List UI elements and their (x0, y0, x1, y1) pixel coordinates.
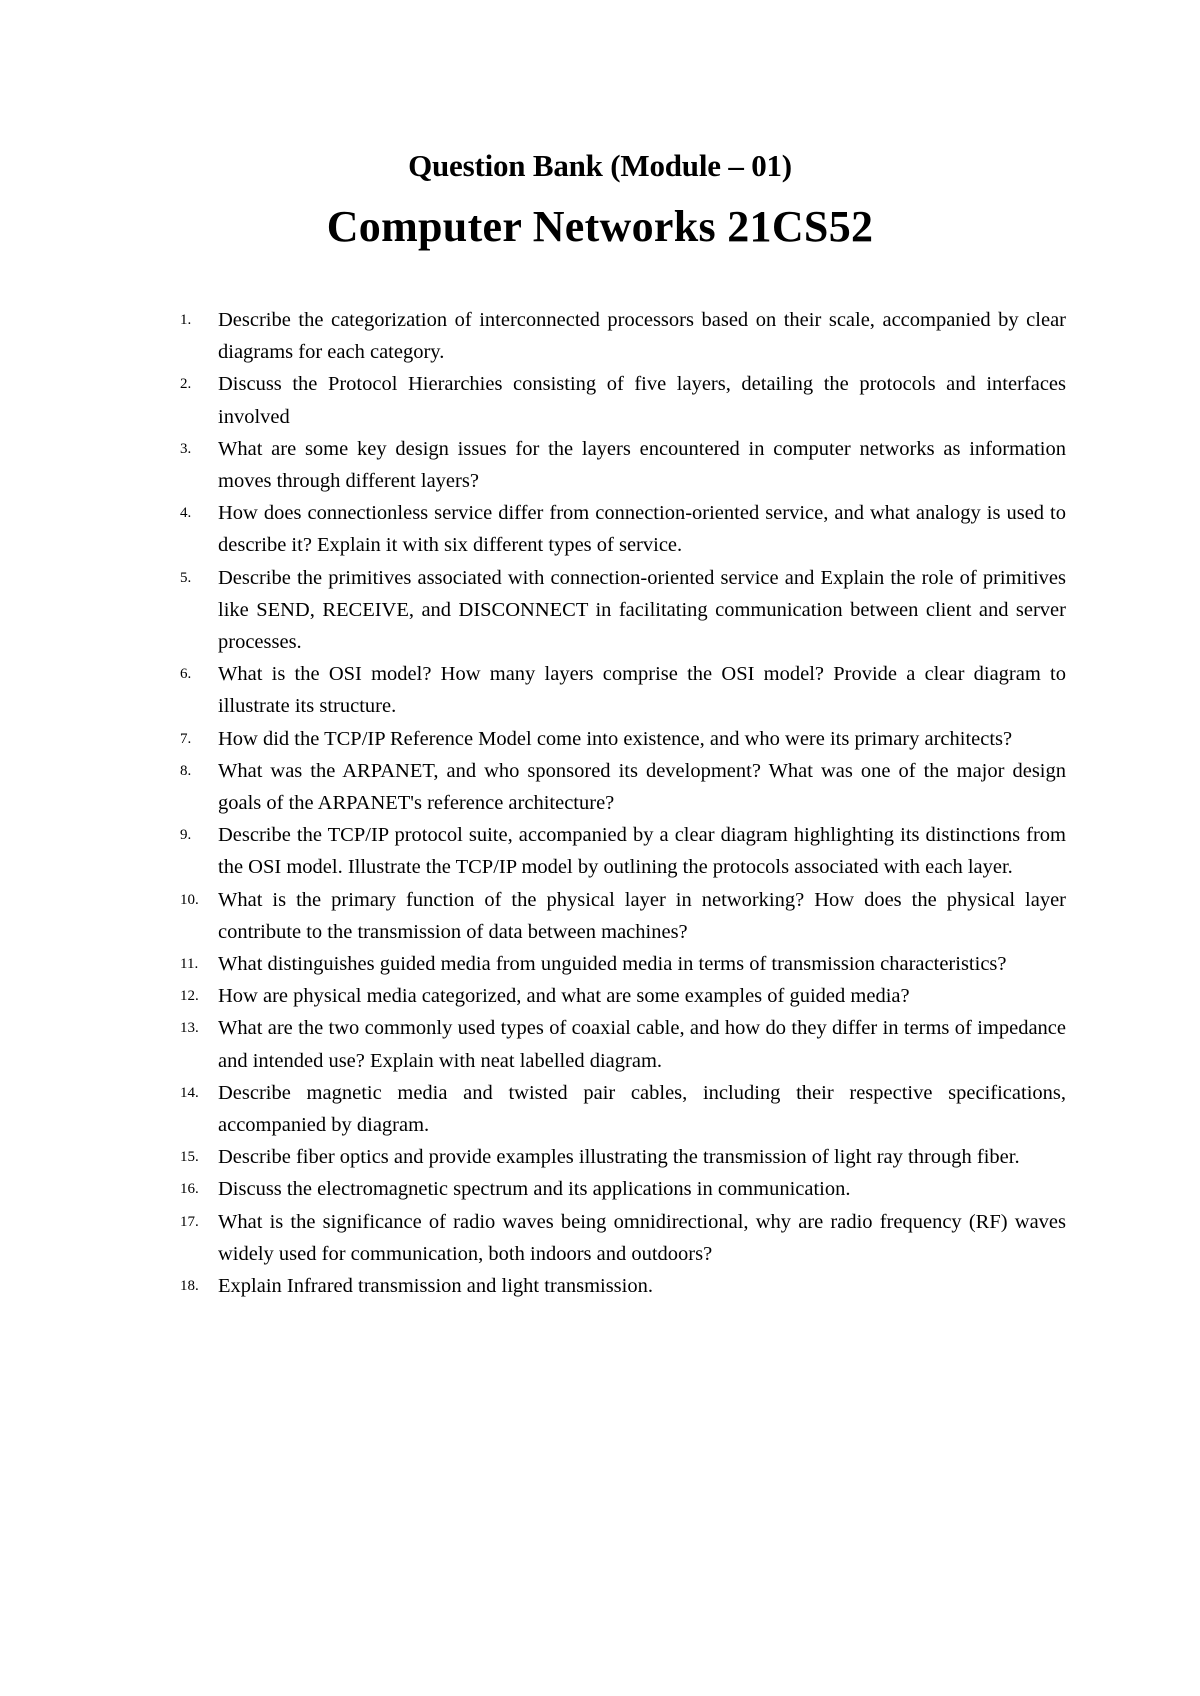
question-list (180, 304, 1066, 1302)
document-subtitle: Question Bank (Module – 01) (408, 148, 792, 183)
question-text: How are physical media categorized, and what are some examples of guided media? (218, 985, 910, 1008)
question-item (180, 819, 1066, 883)
question-number: 17. (180, 1213, 199, 1230)
question-text: What is the primary function of the physical layer in networking? How does the physical layer contribute to the transmission of data between machines? (218, 888, 1066, 943)
question-number: 8. (180, 762, 192, 779)
question-text: Describe the TCP/IP protocol suite, accompanied by a clear diagram highlighting its distinctions from the OSI model. Illustrate the TCP/IP model by outlining the protocols associated with each layer. (218, 824, 1066, 879)
question-number: 13. (180, 1020, 199, 1037)
question-number: 11. (180, 956, 199, 973)
question-number: 7. (180, 730, 192, 747)
question-text: Describe the categorization of interconnected processors based on their scale, accompanied by clear diagrams for each category. (218, 309, 1066, 364)
question-item (180, 304, 1066, 368)
question-item (180, 497, 1066, 561)
question-text: Discuss the electromagnetic spectrum and its applications in communication. (218, 1178, 851, 1201)
question-number: 4. (180, 505, 192, 522)
question-text: What is the significance of radio waves being omnidirectional, why are radio frequency (RF) waves widely used for communication, both indoors and outdoors? (218, 1210, 1066, 1265)
question-number: 6. (180, 666, 192, 683)
question-number: 15. (180, 1149, 199, 1166)
question-item (180, 1173, 1066, 1205)
question-item (180, 1206, 1066, 1270)
question-number: 14. (180, 1084, 199, 1101)
question-item (180, 948, 1066, 980)
question-text: What are some key design issues for the layers encountered in computer networks as information moves through different layers? (218, 437, 1066, 493)
question-number: 10. (180, 891, 199, 908)
question-item (180, 1270, 1066, 1302)
question-item (180, 980, 1066, 1012)
question-item (180, 755, 1066, 819)
question-item (180, 368, 1066, 432)
question-item (180, 1077, 1066, 1141)
question-text: How does connectionless service differ from connection-oriented service, and what analogy is used to describe it? Explain it with six different types of service. (218, 502, 1066, 557)
question-text: How did the TCP/IP Reference Model come into existence, and who were its primary architects? (218, 727, 1013, 750)
question-number: 2. (180, 376, 192, 393)
document-title: Computer Networks 21CS52 (326, 202, 874, 251)
question-text: What is the OSI model? How many layers comprise the OSI model? Provide a clear diagram to illustrate its structure. (218, 663, 1066, 718)
question-text: Explain Infrared transmission and light transmission. (218, 1275, 653, 1298)
question-item (180, 1141, 1066, 1173)
question-text: What distinguishes guided media from unguided media in terms of transmission characteristics? (218, 953, 1007, 976)
question-number: 16. (180, 1181, 199, 1198)
question-text: Describe fiber optics and provide examples illustrating the transmission of light ray through fiber. (218, 1146, 1020, 1169)
question-text: Discuss the Protocol Hierarchies consisting of five layers, detailing the protocols and interfaces involved (218, 373, 1066, 428)
question-item (180, 884, 1066, 948)
question-item (180, 723, 1066, 755)
question-item (180, 1012, 1066, 1076)
question-number: 3. (180, 440, 192, 457)
question-item (180, 562, 1066, 659)
question-number: 5. (180, 569, 192, 586)
question-text: What are the two commonly used types of coaxial cable, and how do they differ in terms of impedance and intended use? Explain with neat labelled diagram. (218, 1017, 1066, 1072)
question-number: 18. (180, 1278, 199, 1295)
question-number: 12. (180, 988, 199, 1005)
question-number: 9. (180, 827, 192, 844)
question-text: Describe the primitives associated with connection-oriented service and Explain the role of primitives like SEND, RECEIVE, and DISCONNECT in facilitating communication between client and server processes. (218, 566, 1066, 654)
question-text: What was the ARPANET, and who sponsored its development? What was one of the major design goals of the ARPANET's reference architecture? (218, 759, 1066, 815)
question-item (180, 658, 1066, 722)
question-number: 1. (180, 312, 192, 328)
question-text: Describe magnetic media and twisted pair cables, including their respective specifications, accompanied by diagram. (218, 1081, 1066, 1137)
question-item (180, 433, 1066, 497)
